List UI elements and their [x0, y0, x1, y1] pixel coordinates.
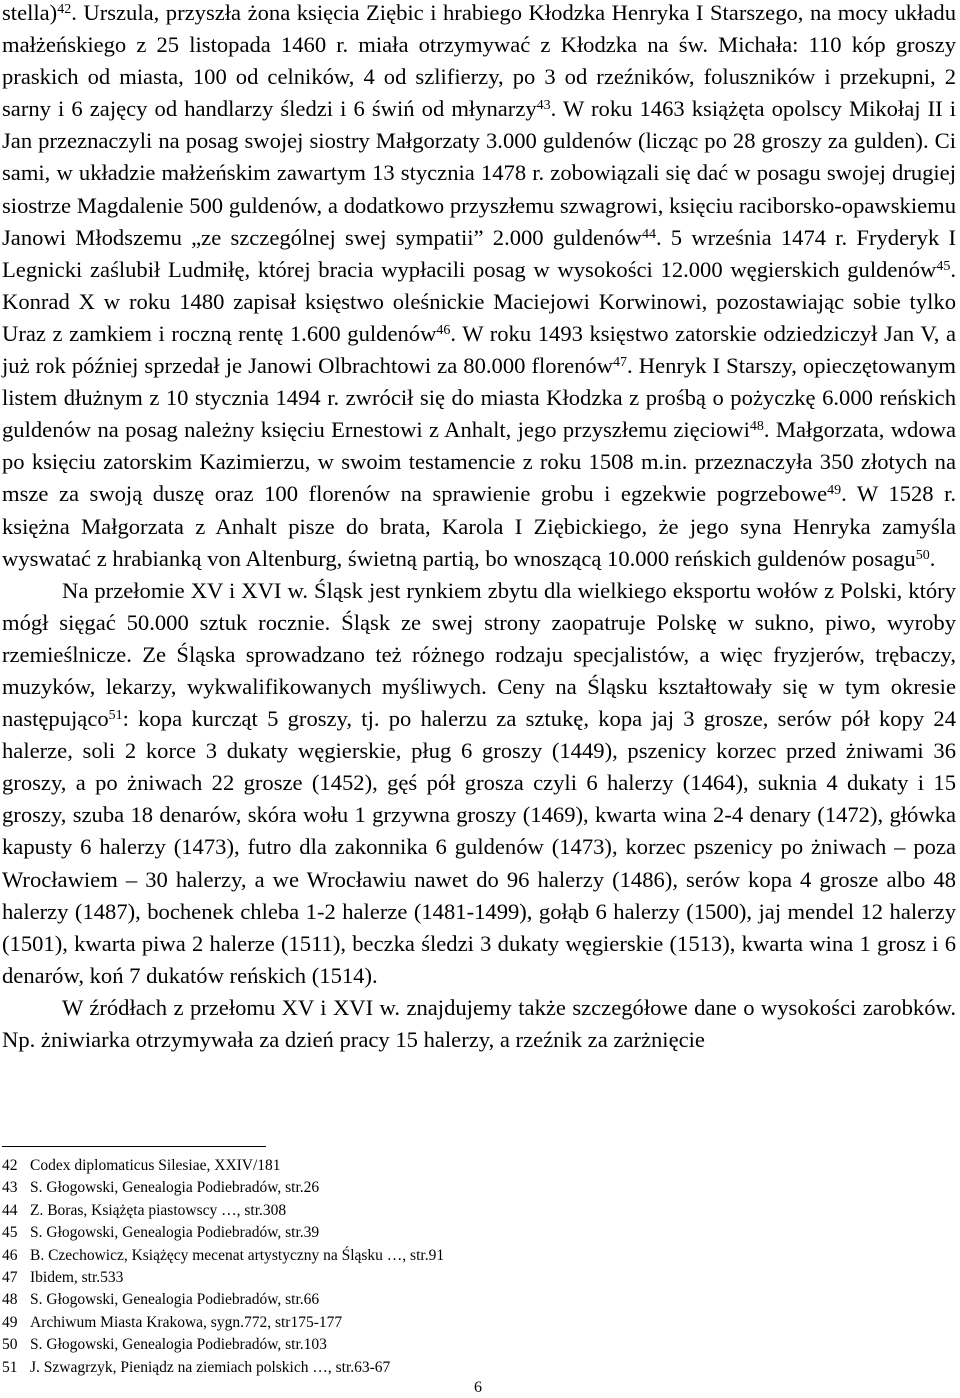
text-run: . Henryk I Starszy, opieczętowanym listem dłużnym z 10 stycznia 1494 r. zwrócił się do miasta Kłodzka z prośbą o pożyczkę 6.000 reńskich guldenów na posag należny księciu Ernestowi z Anhalt, jego przyszłemu zięciowi [2, 353, 956, 443]
text-run: . [929, 545, 936, 571]
footnote-reference[interactable]: 49 [827, 483, 842, 499]
footnote-number: 51 [2, 1358, 18, 1376]
footnote-separator [2, 1146, 266, 1147]
footnote-text: S. Głogowski, Genealogia Podiebradów, str.66 [30, 1291, 320, 1309]
footnote-reference[interactable]: 44 [641, 226, 656, 242]
page-body [2, 0, 956, 1056]
footnotes-list [2, 1155, 942, 1379]
footnote [2, 1222, 942, 1244]
footnote-text: J. Szwagrzyk, Pieniądz na ziemiach polskich …, str.63-67 [30, 1358, 391, 1376]
text-run: . Urszula, przyszła żona księcia Ziębic i hrabiego Kłodzka Henryka I Starszego, na mocy układu małżeńskiego z 25 listopada 1460 r. miała otrzymywać z Kłodzka na św. Michała: 110 kóp groszy praskich od miasta, 100 od celników, 4 od szlifierzy, po 3 od rzeźników, foluszników i przekupni, 2 sarny i 6 zajęcy od handlarzy śledzi i 6 świń od młynarzy [2, 0, 956, 122]
footnote-reference[interactable]: 47 [613, 355, 628, 371]
footnote-text: Z. Boras, Książęta piastowscy …, str.308 [30, 1201, 287, 1219]
text-run: . W roku 1493 księstwo zatorskie odziedziczył Jan V, a już rok później sprzedał je Janowi Olbrachtowi za 80.000 florenów [2, 320, 956, 379]
footnote [2, 1312, 942, 1334]
text-run: . Małgorzata, wdowa po księciu zatorskim Kazimierzu, w swoim testamencie z roku 1508 m.in. przeznaczyła 350 złotych na msze za swoją duszę oraz 100 florenów na sprawienie grobu i egzekwie pogrzebowe [2, 417, 956, 507]
footnote-reference[interactable]: 46 [436, 322, 451, 338]
body-text [2, 0, 956, 1056]
text-run: . Konrad X w roku 1480 zapisał księstwo oleśnickie Maciejowi Korwinowi, pozostawiając sobie tylko Uraz z zamkiem i roczną rentę 1.600 guldenów [2, 256, 956, 346]
footnote-number: 50 [2, 1336, 18, 1354]
footnote-text: Ibidem, str.533 [30, 1269, 124, 1287]
footnote-reference[interactable]: 51 [108, 708, 123, 724]
text-run: W źródłach z przełomu XV i XVI w. znajdujemy także szczegółowe dane o wysokości zarobków. Np. żniwiarka otrzymywała za dzień pracy 15 halerzy, a rzeźnik za zarżnięcie [2, 994, 956, 1052]
footnote-reference[interactable]: 42 [57, 2, 72, 17]
text-run: stella) [2, 0, 58, 25]
footnote-reference[interactable]: 50 [915, 547, 930, 563]
paragraph [2, 0, 956, 575]
footnote-number: 47 [2, 1269, 18, 1287]
text-run: . 5 września 1474 r. Fryderyk I Legnicki zaślubił Ludmiłę, której bracia wypłacili posag w wysokości 12.000 węgierskich guldenów [2, 224, 956, 282]
text-run: . W roku 1463 książęta opolscy Mikołaj II i Jan przeznaczyli na posag swojej siostry Małgorzaty 3.000 guldenów (licząc po 28 groszy za gulden). Ci sami, w układzie małżeńskim zawartym 13 stycznia 1478 r. zobowiązali się dać w posagu swojej drugiej siostrze Magdalenie 500 guldenów, a dodatkowo przyszłemu szwagrowi, księciu raciborsko-opawskiemu Janowi Młodszemu „ze szczególnej swej sympatii” 2.000 guldenów [2, 96, 957, 250]
footnote [2, 1177, 942, 1199]
footnote-text: B. Czechowicz, Książęcy mecenat artystyczny na Śląsku …, str.91 [30, 1246, 445, 1264]
footnote-number: 43 [2, 1179, 18, 1197]
footnote-text: Archiwum Miasta Krakowa, sygn.772, str175-177 [30, 1313, 343, 1331]
page-number: 6 [474, 1379, 482, 1396]
footnote [2, 1155, 942, 1177]
footnote-number: 42 [2, 1157, 18, 1174]
footnote-number: 45 [2, 1224, 18, 1242]
paragraph [2, 575, 956, 992]
footnote-text: S. Głogowski, Genealogia Podiebradów, str.26 [30, 1179, 320, 1197]
footnote [2, 1289, 942, 1311]
footnote-number: 44 [2, 1201, 18, 1219]
footnote-number: 46 [2, 1246, 18, 1264]
footnote-reference[interactable]: 43 [536, 98, 551, 114]
footnote-text: S. Głogowski, Genealogia Podiebradów, str.39 [30, 1224, 320, 1242]
footnote-reference[interactable]: 45 [936, 258, 951, 274]
text-run: : kopa kurcząt 5 groszy, tj. po halerzu za sztukę, kopa jaj 3 grosze, serów pół kopy 24 halerze, soli 2 korce 3 dukaty węgierskie, pług 6 groszy (1449), pszenicy korzec przed żniwami 36 groszy, a po żniwach 22 grosze (1452), gęś pół grosza czyli 6 halerzy (1464), suknia 4 dukaty i 15 groszy, szuba 18 denarów, skóra wołu 1 grzywna groszy (1469), kwarta wina 2-4 denary (1472), główka kapusty 6 halerzy (1473), futro dla zakonnika 6 guldenów (1473), korzec pszenicy po żniwach – poza Wrocławiem – 30 halerzy, a we Wrocławiu nawet do 96 halerzy (1486), serów kopa 4 grosze albo 48 halerzy (1487), bochenek chleba 1-2 halerze (1481-1499), gołąb 6 halerzy (1500), jaj mendel 12 halerzy (1501), kwarta piwa 2 halerze (1511), beczka śledzi 3 dukaty węgierskie (1513), kwarta wina 1 grosz i 6 denarów, koń 7 dukatów reńskich (1514). [2, 706, 956, 988]
footnote-reference[interactable]: 48 [749, 419, 764, 435]
footnote [2, 1200, 942, 1222]
footnote-text: S. Głogowski, Genealogia Podiebradów, str.103 [30, 1336, 327, 1354]
footnote-number: 49 [2, 1313, 18, 1331]
footnote-text: Codex diplomaticus Silesiae, XXIV/181 [30, 1157, 281, 1174]
footnote [2, 1245, 942, 1267]
footnote [2, 1267, 942, 1289]
text-run: Na przełomie XV i XVI w. Śląsk jest rynkiem zbytu dla wielkiego eksportu wołów z Polski, który mógł sięgać 50.000 sztuk rocznie. Śląsk ze swej strony zaopatruje Polskę w sukno, piwo, wyroby rzemieślnicze. Ze Śląska sprowadzano też różnego rodzaju specjalistów, a więc fryzjerów, trębaczy, muzyków, lekarzy, wykwalifikowanych myśliwych. Ceny na Śląsku kształtowały się w tym okresie następująco [2, 577, 956, 732]
footnote [2, 1334, 942, 1356]
footnote-number: 48 [2, 1291, 18, 1309]
text-run: . W 1528 r. księżna Małgorzata z Anhalt pisze do brata, Karola I Ziębickiego, że jego syna Henryka zamyśla wyswatać z hrabianką von Altenburg, świetną partią, bo wnoszącą 10.000 reńskich guldenów posagu [2, 481, 956, 571]
paragraph [2, 992, 956, 1056]
footnote [2, 1357, 942, 1379]
